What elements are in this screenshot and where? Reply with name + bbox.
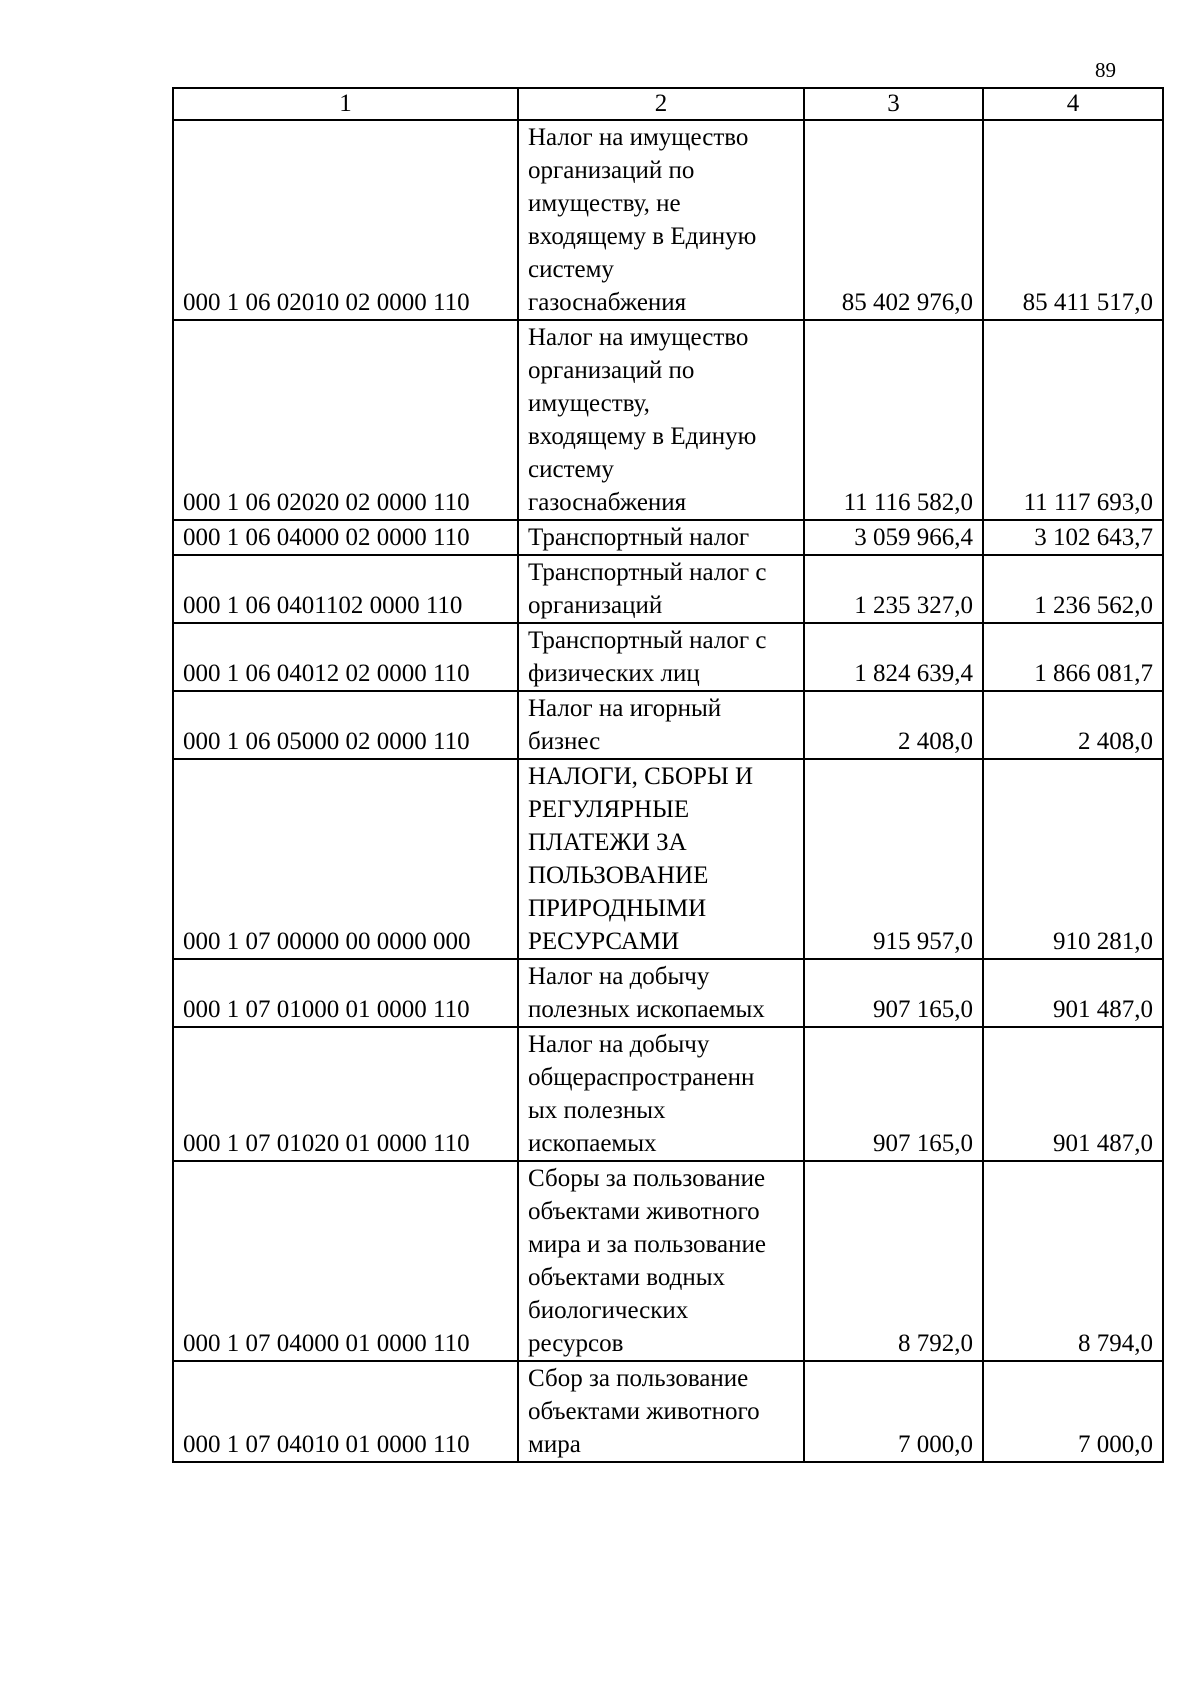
row-name: Налог на имущество организаций по имуществу, не входящему в Единую систему газоснабжения [518, 120, 804, 320]
row-name: Налог на добычу общераспространенн ых полезных ископаемых [518, 1027, 804, 1161]
row-value-col4: 7 000,0 [983, 1361, 1163, 1462]
row-value-col3: 1 235 327,0 [804, 555, 983, 623]
row-name: Налог на имущество организаций по имуществу, входящему в Единую систему газоснабжения [518, 320, 804, 520]
table-header-row [173, 88, 1163, 120]
row-code: 000 1 06 04000 02 0000 110 [173, 520, 518, 555]
table-row [173, 623, 1163, 691]
row-value-col4: 2 408,0 [983, 691, 1163, 759]
column-header-4: 4 [983, 88, 1163, 120]
row-name: Транспортный налог с организаций [518, 555, 804, 623]
row-value-col3: 3 059 966,4 [804, 520, 983, 555]
row-value-col4: 3 102 643,7 [983, 520, 1163, 555]
row-code: 000 1 07 01020 01 0000 110 [173, 1027, 518, 1161]
table-row [173, 120, 1163, 320]
table-row [173, 959, 1163, 1027]
row-value-col4: 1 866 081,7 [983, 623, 1163, 691]
row-value-col3: 907 165,0 [804, 959, 983, 1027]
row-name: Транспортный налог с физических лиц [518, 623, 804, 691]
column-header-2: 2 [518, 88, 804, 120]
column-header-1: 1 [173, 88, 518, 120]
row-name: Налог на добычу полезных ископаемых [518, 959, 804, 1027]
row-code: 000 1 06 05000 02 0000 110 [173, 691, 518, 759]
row-code: 000 1 06 04012 02 0000 110 [173, 623, 518, 691]
row-code: 000 1 06 02020 02 0000 110 [173, 320, 518, 520]
row-code: 000 1 07 04010 01 0000 110 [173, 1361, 518, 1462]
table-row [173, 555, 1163, 623]
row-name: Сборы за пользование объектами животного мира и за пользование объектами водных биологических ресурсов [518, 1161, 804, 1361]
row-value-col3: 2 408,0 [804, 691, 983, 759]
row-name: Налог на игорный бизнес [518, 691, 804, 759]
row-code: 000 1 06 0401102 0000 110 [173, 555, 518, 623]
table-row [173, 320, 1163, 520]
row-value-col3: 7 000,0 [804, 1361, 983, 1462]
row-value-col4: 85 411 517,0 [983, 120, 1163, 320]
row-name: Сбор за пользование объектами животного мира [518, 1361, 804, 1462]
table-row [173, 520, 1163, 555]
table-row [173, 759, 1163, 959]
row-code: 000 1 07 00000 00 0000 000 [173, 759, 518, 959]
table-row [173, 1027, 1163, 1161]
row-code: 000 1 06 02010 02 0000 110 [173, 120, 518, 320]
column-header-3: 3 [804, 88, 983, 120]
row-value-col4: 910 281,0 [983, 759, 1163, 959]
budget-table [172, 87, 1164, 1463]
row-value-col4: 1 236 562,0 [983, 555, 1163, 623]
row-name: Транспортный налог [518, 520, 804, 555]
row-value-col4: 8 794,0 [983, 1161, 1163, 1361]
row-code: 000 1 07 01000 01 0000 110 [173, 959, 518, 1027]
row-value-col3: 85 402 976,0 [804, 120, 983, 320]
row-value-col3: 915 957,0 [804, 759, 983, 959]
row-value-col3: 8 792,0 [804, 1161, 983, 1361]
row-value-col3: 11 116 582,0 [804, 320, 983, 520]
page-number: 89 [1095, 58, 1116, 82]
table-row [173, 1161, 1163, 1361]
row-code: 000 1 07 04000 01 0000 110 [173, 1161, 518, 1361]
row-value-col3: 1 824 639,4 [804, 623, 983, 691]
row-value-col3: 907 165,0 [804, 1027, 983, 1161]
row-value-col4: 11 117 693,0 [983, 320, 1163, 520]
row-value-col4: 901 487,0 [983, 1027, 1163, 1161]
row-name: НАЛОГИ, СБОРЫ И РЕГУЛЯРНЫЕ ПЛАТЕЖИ ЗА ПОЛЬЗОВАНИЕ ПРИРОДНЫМИ РЕСУРСАМИ [518, 759, 804, 959]
row-value-col4: 901 487,0 [983, 959, 1163, 1027]
table-row [173, 1361, 1163, 1462]
table-row [173, 691, 1163, 759]
